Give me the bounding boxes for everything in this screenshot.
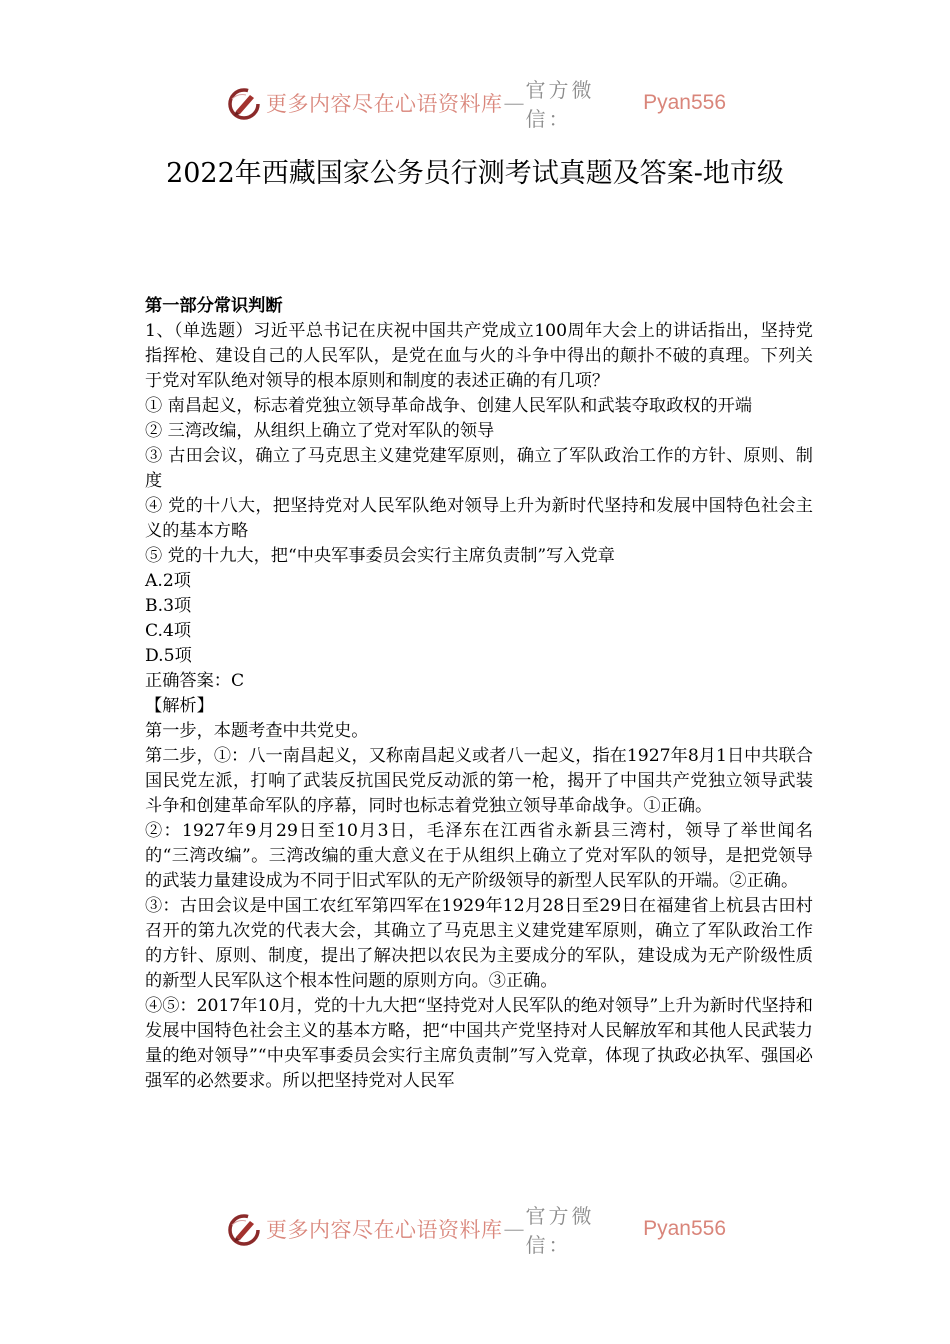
analysis-item-3: ③：古田会议是中国工农红军第四军在1929年12月28日至29日在福建省上杭县古田村召开的第九次党的代表大会，其确立了马克思主义建党建军原则，确立了军队政治工作的方针、原则、制度，提出了解决把以农民为主要成分的军队，建设成为无产阶级性质的新型人民军队这个根本性问题的原则方向。③正确。	[145, 896, 813, 991]
question-stem: 1、（单选题）习近平总书记在庆祝中国共产党成立100周年大会上的讲话指出，坚持党指挥枪、建设自己的人民军队，是党在血与火的斗争中得出的颠扑不破的真理。下列关于党对军队绝对领导的根本原则和制度的表述正确的有几项？	[145, 321, 813, 391]
document-body	[145, 294, 813, 1094]
banner-dash: —	[503, 91, 525, 115]
header-banner	[226, 78, 726, 131]
banner-slogan: 更多内容尽在心语资料库	[266, 1218, 503, 1242]
footer-banner	[226, 1204, 726, 1257]
analysis-step-1: 第一步，本题考查中共党史。	[145, 721, 369, 741]
option-a: A.2项	[145, 571, 191, 591]
analysis-item-2: ②：1927年9月29日至10月3日，毛泽东在江西省永新县三湾村，领导了举世闻名的“三湾改编”。三湾改编的重大意义在于从组织上确立了党对军队的领导，是把党领导的武装力量建设成为不同于旧式军队的无产阶级领导的新型人民军队的开端。②正确。	[145, 821, 813, 891]
option-d: D.5项	[145, 646, 192, 666]
document-title: 2022年西藏国家公务员行测考试真题及答案-地市级	[166, 158, 784, 189]
statement-4: ④ 党的十八大，把坚持党对人民军队绝对领导上升为新时代坚持和发展中国特色社会主义的基本方略	[145, 496, 813, 541]
banner-wechat-id: Pyan556	[643, 91, 726, 114]
analysis-item-45: ④⑤：2017年10月，党的十九大把“坚持党对人民军队的绝对领导”上升为新时代坚持和发展中国特色社会主义的基本方略，把“中国共产党坚持对人民解放军和其他人民武装力量的绝对领导”“中央军事委员会实行主席负责制”写入党章，体现了执政必执军、强国必强军的必然要求。所以把坚持党对人民军	[145, 996, 813, 1091]
pen-logo-icon	[226, 85, 262, 121]
pen-logo-icon	[226, 1211, 262, 1247]
statement-5: ⑤ 党的十九大，把“中央军事委员会实行主席负责制”写入党章	[145, 546, 615, 566]
statement-1: ① 南昌起义，标志着党独立领导革命战争、创建人民军队和武装夺取政权的开端	[145, 396, 753, 416]
section-heading: 第一部分常识判断	[145, 296, 283, 316]
banner-dash: —	[503, 1217, 525, 1241]
analysis-label: 【解析】	[145, 696, 214, 716]
banner-wechat-label: 官方微信：	[525, 1204, 595, 1257]
correct-answer: 正确答案：C	[145, 671, 245, 691]
banner-wechat-id: Pyan556	[643, 1217, 726, 1240]
analysis-step-2: 第二步，①：八一南昌起义，又称南昌起义或者八一起义，指在1927年8月1日中共联合国民党左派，打响了武装反抗国民党反动派的第一枪，揭开了中国共产党独立领导武装斗争和创建革命军队的序幕，同时也标志着党独立领导革命战争。①正确。	[145, 746, 813, 816]
banner-slogan: 更多内容尽在心语资料库	[266, 92, 503, 116]
statement-2: ② 三湾改编，从组织上确立了党对军队的领导	[145, 421, 495, 441]
option-c: C.4项	[145, 621, 192, 641]
banner-wechat-label: 官方微信：	[525, 78, 595, 131]
option-b: B.3项	[145, 596, 192, 616]
statement-3: ③ 古田会议，确立了马克思主义建党建军原则，确立了军队政治工作的方针、原则、制度	[145, 446, 813, 491]
